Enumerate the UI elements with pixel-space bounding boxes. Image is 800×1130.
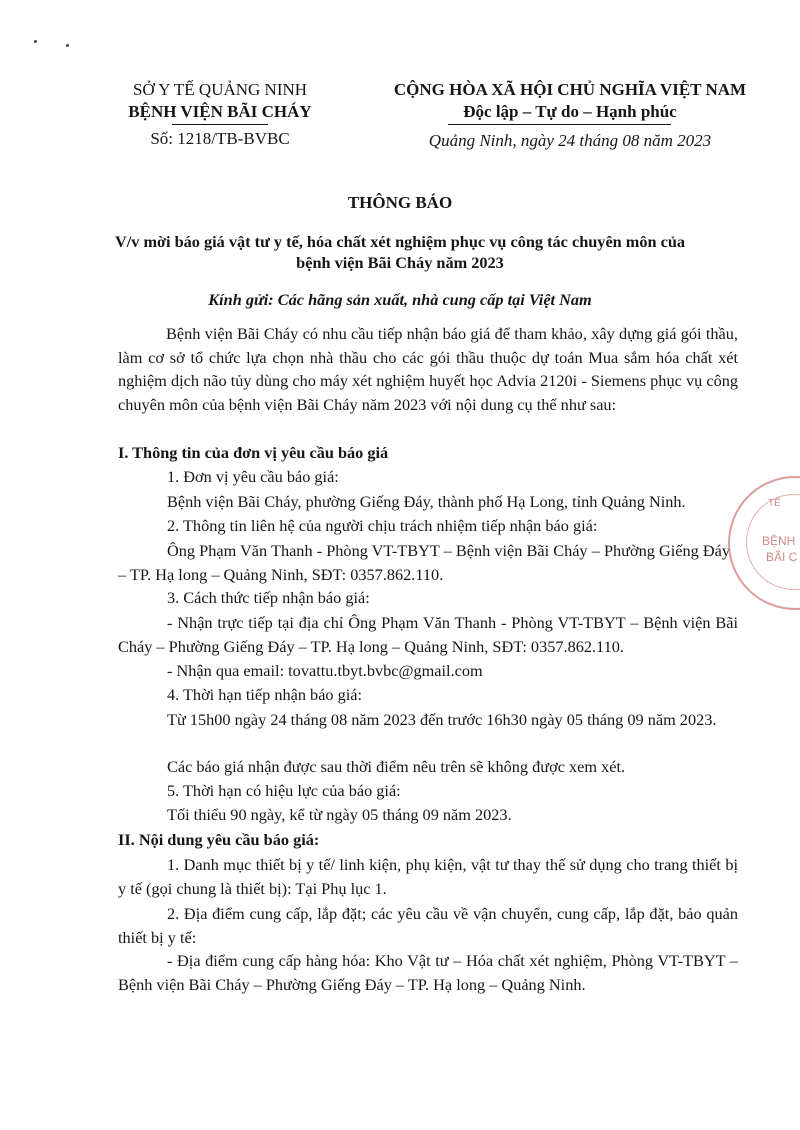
intro-paragraph: Bệnh viện Bãi Cháy có nhu cầu tiếp nhận báo giá để tham khảo, xây dựng giá gói thầu, làm cơ sở tổ chức lựa chọn nhà thầu cho các gói thầu thuộc dự toán Mua sắm hóa chất xét nghiệm dịch não tủy dùng cho máy xét nghiệm huyết học Advia 2120i - Siemens phục vụ công chuyên môn của bệnh viện Bãi Cháy năm 2023 với nội dung cụ thể như sau: — [118, 324, 738, 414]
seal-text-line1: BỆNH — [762, 534, 796, 548]
recipient: Kính gửi: Các hãng sản xuất, nhà cung cấp tại Việt Nam — [208, 290, 592, 309]
national-motto: Độc lập – Tự do – Hạnh phúc — [463, 102, 677, 121]
document-number: Số: 1218/TB-BVBC — [150, 129, 290, 148]
s1-item2-label: 2. Thông tin liên hệ của người chịu trách nhiệm tiếp nhận báo giá: — [167, 516, 598, 535]
place-and-date: Quảng Ninh, ngày 24 tháng 08 năm 2023 — [428, 131, 712, 150]
s2-item2-text: 2. Địa điểm cung cấp, lắp đặt; các yêu cầu về vận chuyển, cung cấp, lắp đặt, bảo quản thiết bị y tế: — [118, 904, 738, 947]
seal-text-top: TẾ — [768, 498, 781, 509]
hospital-seal — [728, 476, 800, 610]
s1-item5-text: Tối thiểu 90 ngày, kể từ ngày 05 tháng 09 năm 2023. — [167, 805, 512, 824]
header-hospital: BỆNH VIỆN BÃI CHÁY — [128, 102, 312, 121]
s1-item4-period: Từ 15h00 ngày 24 tháng 08 năm 2023 đến trước 16h30 ngày 05 tháng 09 năm 2023. — [167, 710, 717, 729]
header-department: SỞ Y TẾ QUẢNG NINH — [132, 80, 308, 99]
s1-item4-note: Các báo giá nhận được sau thời điểm nêu trên sẽ không được xem xét. — [167, 757, 626, 776]
s1-item1-label: 1. Đơn vị yêu cầu báo giá: — [167, 467, 339, 486]
section-2-heading: II. Nội dung yêu cầu báo giá: — [118, 830, 320, 849]
subject-line-1: V/v mời báo giá vật tư y tế, hóa chất xét nghiệm phục vụ công tác chuyên môn của — [114, 232, 686, 251]
scan-speck — [34, 40, 37, 43]
header-hospital-underline — [172, 124, 268, 125]
national-title: CỘNG HÒA XÃ HỘI CHỦ NGHĨA VIỆT NAM — [393, 80, 747, 99]
document-title: THÔNG BÁO — [347, 193, 453, 212]
s2-item1-text: 1. Danh mục thiết bị y tế/ linh kiện, phụ kiện, vật tư thay thế sử dụng cho trang thiết bị y tế (gọi chung là thiết bị): Tại Phụ lục 1. — [118, 855, 738, 898]
s1-item3-direct: - Nhận trực tiếp tại địa chỉ Ông Phạm Văn Thanh - Phòng VT-TBYT – Bệnh viện Bãi Cháy – Phường Giếng Đáy – TP. Hạ long – Quảng Ninh, SĐT: 0357.862.110. — [118, 613, 738, 656]
section-1-heading: I. Thông tin của đơn vị yêu cầu báo giá — [118, 443, 389, 462]
seal-text-line2: BÃI C — [766, 550, 798, 564]
s1-item3-email: - Nhận qua email: tovattu.tbyt.bvbc@gmail.com — [167, 661, 483, 680]
s1-item1-text: Bệnh viện Bãi Cháy, phường Giếng Đáy, thành phố Hạ Long, tỉnh Quảng Ninh. — [167, 492, 686, 511]
s1-item5-label: 5. Thời hạn có hiệu lực của báo giá: — [167, 781, 401, 800]
subject-line-2: bệnh viện Bãi Cháy năm 2023 — [296, 253, 504, 272]
s1-item2-text: Ông Phạm Văn Thanh - Phòng VT-TBYT – Bệnh viện Bãi Cháy – Phường Giếng Đáy – TP. Hạ long – Quảng Ninh, SĐT: 0357.862.110. — [118, 541, 730, 584]
s2-item2-location: - Địa điểm cung cấp hàng hóa: Kho Vật tư – Hóa chất xét nghiệm, Phòng VT-TBYT – Bệnh viện Bãi Cháy – Phường Giếng Đáy – TP. Hạ long – Quảng Ninh. — [118, 951, 738, 994]
national-motto-underline — [448, 124, 671, 125]
s1-item4-label: 4. Thời hạn tiếp nhận báo giá: — [167, 685, 363, 704]
s1-item3-label: 3. Cách thức tiếp nhận báo giá: — [167, 588, 370, 607]
scan-speck — [66, 44, 69, 47]
